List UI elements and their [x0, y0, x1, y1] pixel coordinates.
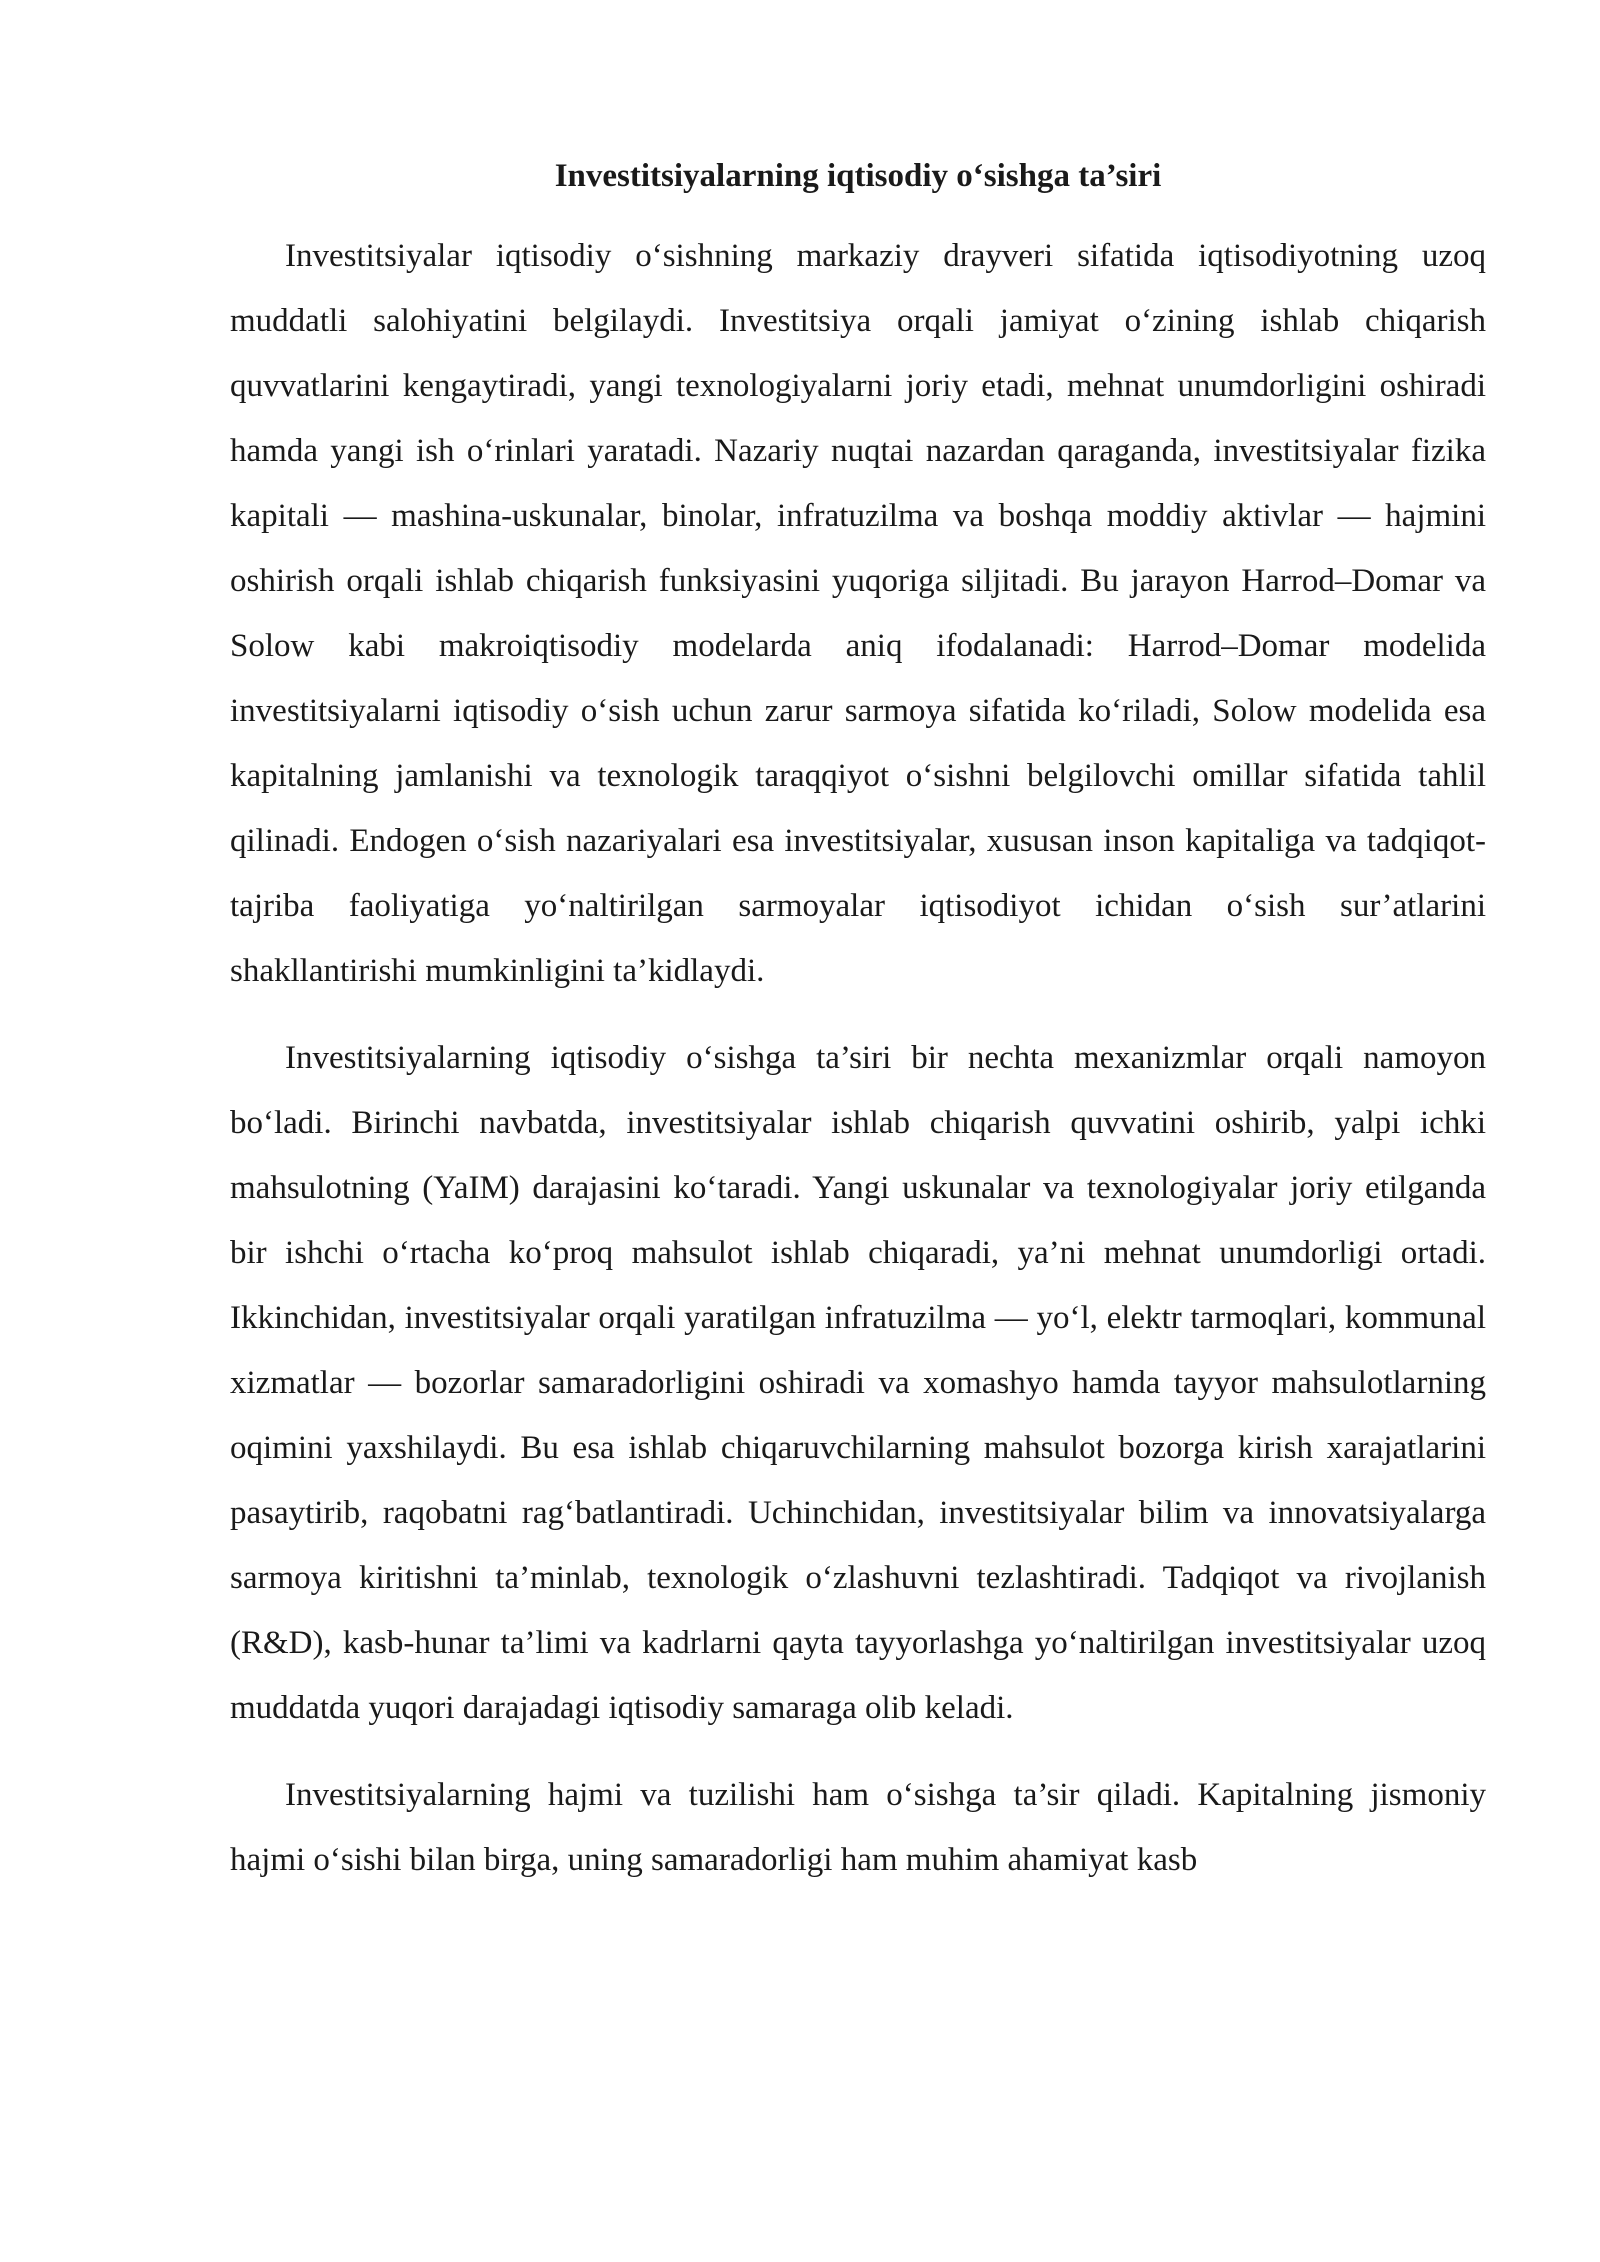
document-title: Investitsiyalarning iqtisodiy o‘sishga ta’siri: [554, 158, 1162, 194]
document-page: [230, 150, 1486, 1915]
paragraph-1: Investitsiyalar iqtisodiy o‘sishning markaziy drayveri sifatida iqtisodiyotning uzoq muddatli salohiyatini belgilaydi. Investitsiya orqali jamiyat o‘zining ishlab chiqarish quvvatlarini kengaytiradi, yangi texnologiyalarni joriy etadi, mehnat unumdorligini oshiradi hamda yangi ish o‘rinlari yaratadi. Nazariy nuqtai nazardan qaraganda, investitsiyalar fizika kapitali — mashina-uskunalar, binolar, infratuzilma va boshqa moddiy aktivlar — hajmini oshirish orqali ishlab chiqarish funksiyasini yuqoriga siljitadi. Bu jarayon Harrod–Domar va Solow kabi makroiqtisodiy modelarda aniq ifodalanadi: Harrod–Domar modelida investitsiyalarni iqtisodiy o‘sish uchun zarur sarmoya sifatida ko‘riladi, Solow modelida esa kapitalning jamlanishi va texnologik taraqqiyot o‘sishni belgilovchi omillar sifatida tahlil qilinadi. Endogen o‘sish nazariyalari esa investitsiyalar, xususan inson kapitaliga va tadqiqot-tajriba faoliyatiga yo‘naltirilgan sarmoyalar iqtisodiyot ichidan o‘sish sur’atlarini shakllantirishi mumkinligini ta’kidlaydi.: [230, 238, 1486, 989]
paragraph-3: Investitsiyalarning hajmi va tuzilishi ham o‘sishga ta’sir qiladi. Kapitalning jismoniy hajmi o‘sishi bilan birga, uning samaradorligi ham muhim ahamiyat kasb: [230, 1777, 1486, 1878]
paragraph-2: Investitsiyalarning iqtisodiy o‘sishga ta’siri bir nechta mexanizmlar orqali namoyon bo‘ladi. Birinchi navbatda, investitsiyalar ishlab chiqarish quvvatini oshirib, yalpi ichki mahsulotning (YaIM) darajasini ko‘taradi. Yangi uskunalar va texnologiyalar joriy etilganda bir ishchi o‘rtacha ko‘proq mahsulot ishlab chiqaradi, ya’ni mehnat unumdorligi ortadi. Ikkinchidan, investitsiyalar orqali yaratilgan infratuzilma — yo‘l, elektr tarmoqlari, kommunal xizmatlar — bozorlar samaradorligini oshiradi va xomashyo hamda tayyor mahsulotlarning oqimini yaxshilaydi. Bu esa ishlab chiqaruvchilarning mahsulot bozorga kirish xarajatlarini pasaytirib, raqobatni rag‘batlantiradi. Uchinchidan, investitsiyalar bilim va innovatsiyalarga sarmoya kiritishni ta’minlab, texnologik o‘zlashuvni tezlashtiradi. Tadqiqot va rivojlanish (R&D), kasb-hunar ta’limi va kadrlarni qayta tayyorlashga yo‘naltirilgan investitsiyalar uzoq muddatda yuqori darajadagi iqtisodiy samaraga olib keladi.: [230, 1040, 1486, 1726]
